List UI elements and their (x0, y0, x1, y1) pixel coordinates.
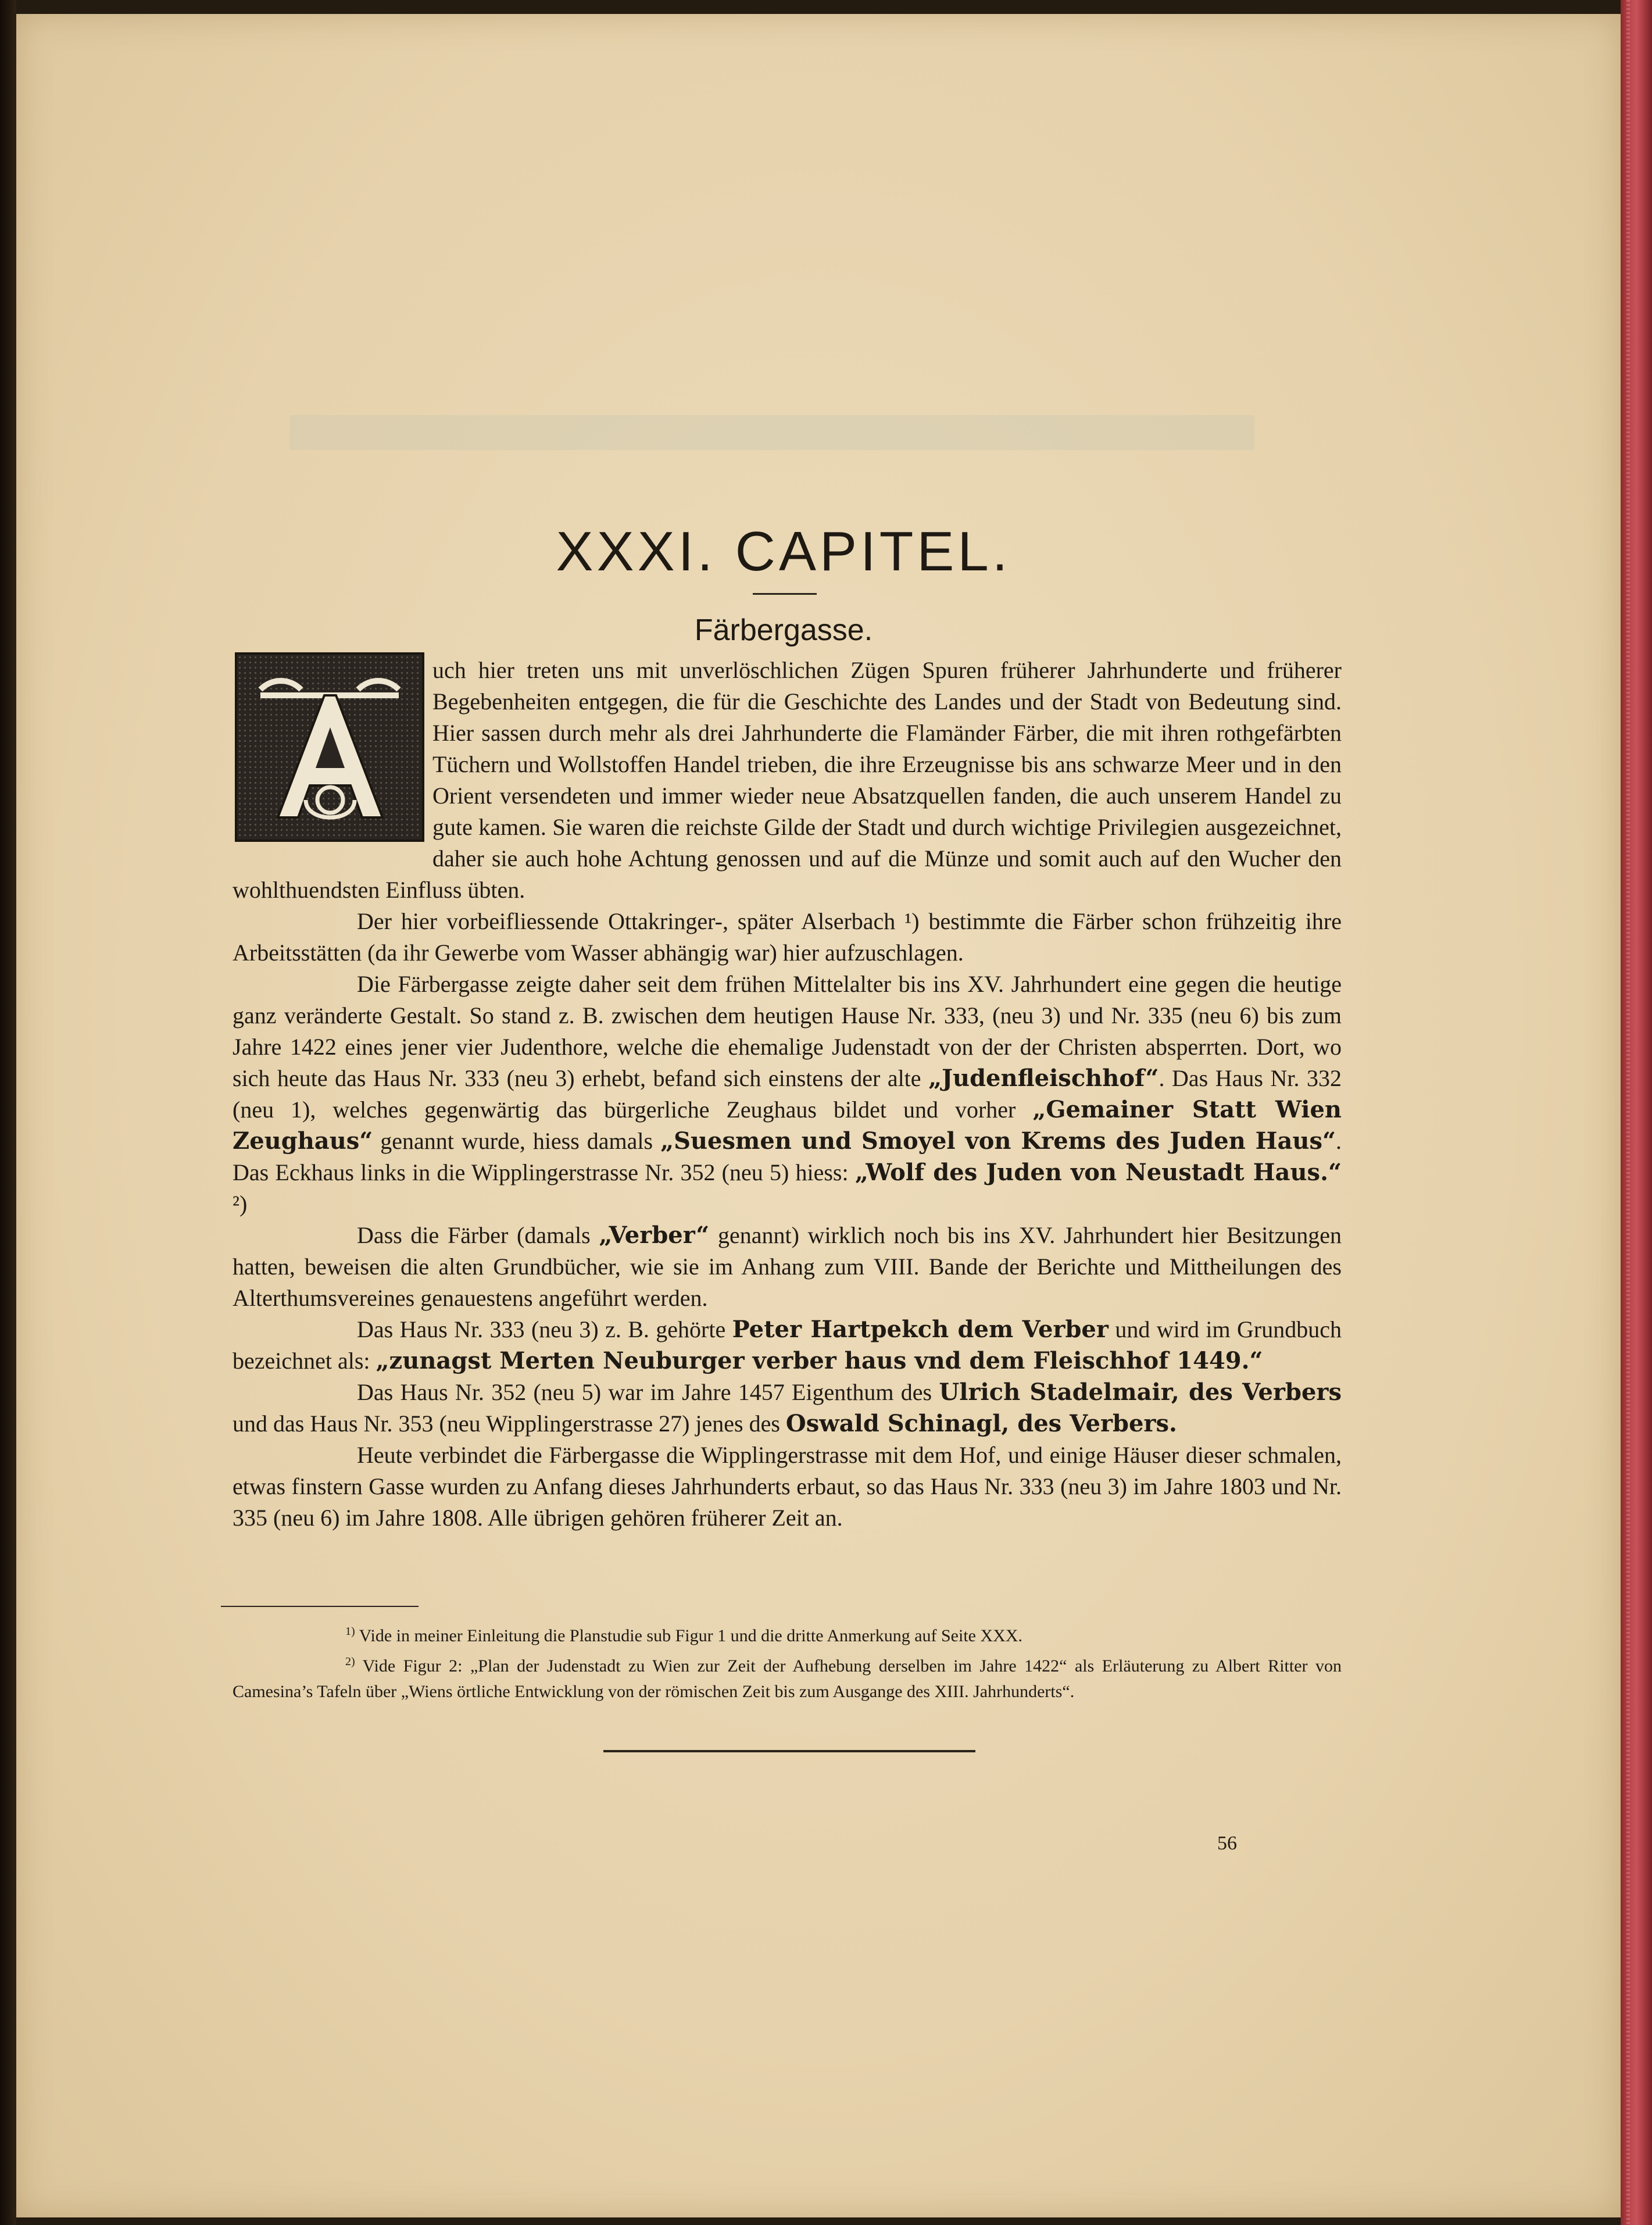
footnote-text: Vide in meiner Einleitung die Planstudie sub Figur 1 und die dritte Anmerkung auf Seite XXX. (355, 1626, 1022, 1645)
initial-spacer (233, 655, 432, 844)
text-run: Das Haus Nr. 333 (neu 3) z. B. gehörte (357, 1316, 732, 1342)
book-left-edge (0, 0, 16, 2225)
fraktur-phrase: Oswald Schinagl, des Verbers. (785, 1410, 1177, 1437)
paragraph (233, 1220, 1342, 1314)
end-rule (603, 1750, 975, 1752)
paragraph (233, 969, 1342, 1220)
footnote-mark: 2) (345, 1655, 355, 1668)
red-book-edge (1621, 0, 1652, 2225)
text-run: . Das Eckhaus links in die Wipplingerstrasse Nr. 352 (neu 5) hiess: (233, 1128, 1342, 1185)
text-run: . Das Haus Nr. 332 (neu 1), welches gegenwärtig das bürgerliche Zeughaus bildet und vorher (233, 1065, 1342, 1123)
text-run: uch hier treten uns mit unverlöschlichen Zügen Spuren früherer Jahrhunderte und früherer Begebenheiten entgegen, die für die Geschichte des Landes und der Stadt von Bedeutung sind. Hier sassen durch mehr als drei Jahrhunderte die Flamänder Färber, die mit ihren rothgefärbten Tüchern und Wollstoffen Handel trieben, die ihre Erzeugnisse bis ans schwarze Meer und in den Orient versendeten und immer wieder neue Absatzquellen fanden, die auch unserem Handel zu gute kamen. Sie waren die reichste Gilde der Stadt und durch wichtige Privilegien ausgezeichnet, daher sie auch hohe Achtung genossen und auf die Münze und somit auch auf den Wucher den wohlthuendsten Einfluss übten. (233, 657, 1342, 903)
footnote (233, 1619, 1342, 1649)
fraktur-phrase: Ulrich Stadelmair, des Verbers (939, 1378, 1342, 1406)
chapter-title: XXXI. CAPITEL. (556, 520, 1011, 583)
chapter-subtitle: Färbergasse. (694, 613, 873, 647)
text-run: Heute verbindet die Färbergasse die Wipplingerstrasse mit dem Hof, und einige Häuser dieser schmalen, etwas finstern Gasse wurden zu Anfang dieses Jahrhunderts erbaut, so das Haus Nr. 333 (neu 3) im Jahre 1803 und Nr. 335 (neu 6) im Jahre 1808. Alle übrigen gehören früherer Zeit an. (233, 1442, 1342, 1531)
text-run: Die Färbergasse zeigte daher seit dem frühen Mittelalter bis ins XV. Jahrhundert eine gegen die heutige ganz veränderte Gestalt. So stand z. B. zwischen dem heutigen Hause Nr. 333, (neu 3) und Nr. 335 (neu 6) bis zum Jahre 1422 eines jener vier Judenthore, welche die ehemalige Judenstadt von der der Christen absperrten. Dort, wo sich heute das Haus Nr. 333 (neu 3) erhebt, befand sich einstens der alte (233, 971, 1342, 1091)
body-text (233, 655, 1342, 1534)
paragraph (233, 655, 1342, 906)
text-run: Dass die Färber (damals (357, 1222, 599, 1248)
fraktur-phrase: „Gemainer Statt Wien Zeughaus“ (233, 1096, 1342, 1155)
page-number: 56 (1217, 1833, 1237, 1854)
text-run: Das Haus Nr. 352 (neu 5) war im Jahre 1457 Eigenthum des (357, 1379, 939, 1405)
paragraph (233, 906, 1342, 969)
fraktur-phrase: Peter Hartpekch dem Verber (732, 1316, 1109, 1343)
footnote-rule (221, 1606, 419, 1607)
text-run: und wird im Grundbuch bezeichnet als: (233, 1316, 1342, 1374)
show-through-ghost (289, 415, 1254, 450)
fraktur-phrase: „Judenfleischhof“ (928, 1065, 1159, 1092)
fraktur-phrase: „Wolf des Juden von Neustadt Haus.“ (854, 1159, 1342, 1186)
text-run: und das Haus Nr. 353 (neu Wipplingerstrasse 27) jenes des (233, 1410, 786, 1437)
text-run: genannt wurde, hiess damals (373, 1128, 661, 1154)
footnote-text: Vide Figur 2: „Plan der Judenstadt zu Wien zur Zeit der Aufhebung derselben im Jahre 1422“ als Erläuterung zu Albert Ritter von Camesina’s Tafeln über „Wiens örtliche Entwicklung von der römischen Zeit bis zum Ausgange des XIII. Jahrhunderts“. (233, 1656, 1342, 1701)
fraktur-phrase: „zunagst Merten Neuburger verber haus vnd dem Fleischhof 1449.“ (376, 1347, 1263, 1374)
fraktur-phrase: „Verber“ (599, 1222, 710, 1249)
paragraph (233, 1314, 1342, 1377)
fraktur-phrase: „Suesmen und Smoyel von Krems des Juden Haus“ (660, 1127, 1336, 1155)
footnote (233, 1649, 1342, 1705)
paragraph (233, 1440, 1342, 1534)
footnote-mark: 1) (345, 1625, 355, 1638)
text-run: genannt) wirklich noch bis ins XV. Jahrhundert hier Besitzungen hatten, beweisen die alten Grundbücher, wie sie im Anhang zum VIII. Bande der Berichte und Mittheilungen des Alterthumsvereines genauestens angeführt werden. (233, 1222, 1342, 1311)
title-rule (753, 593, 817, 595)
book-page (16, 14, 1621, 2217)
footnotes (233, 1619, 1342, 1705)
paragraph (233, 1377, 1342, 1440)
text-run: ²) (233, 1191, 248, 1217)
text-run: Der hier vorbeifliessende Ottakringer-, später Alserbach ¹) bestimmte die Färber schon frühzeitig ihre Arbeitsstätten (da ihr Gewerbe vom Wasser abhängig war) hier aufzuschlagen. (233, 908, 1342, 966)
